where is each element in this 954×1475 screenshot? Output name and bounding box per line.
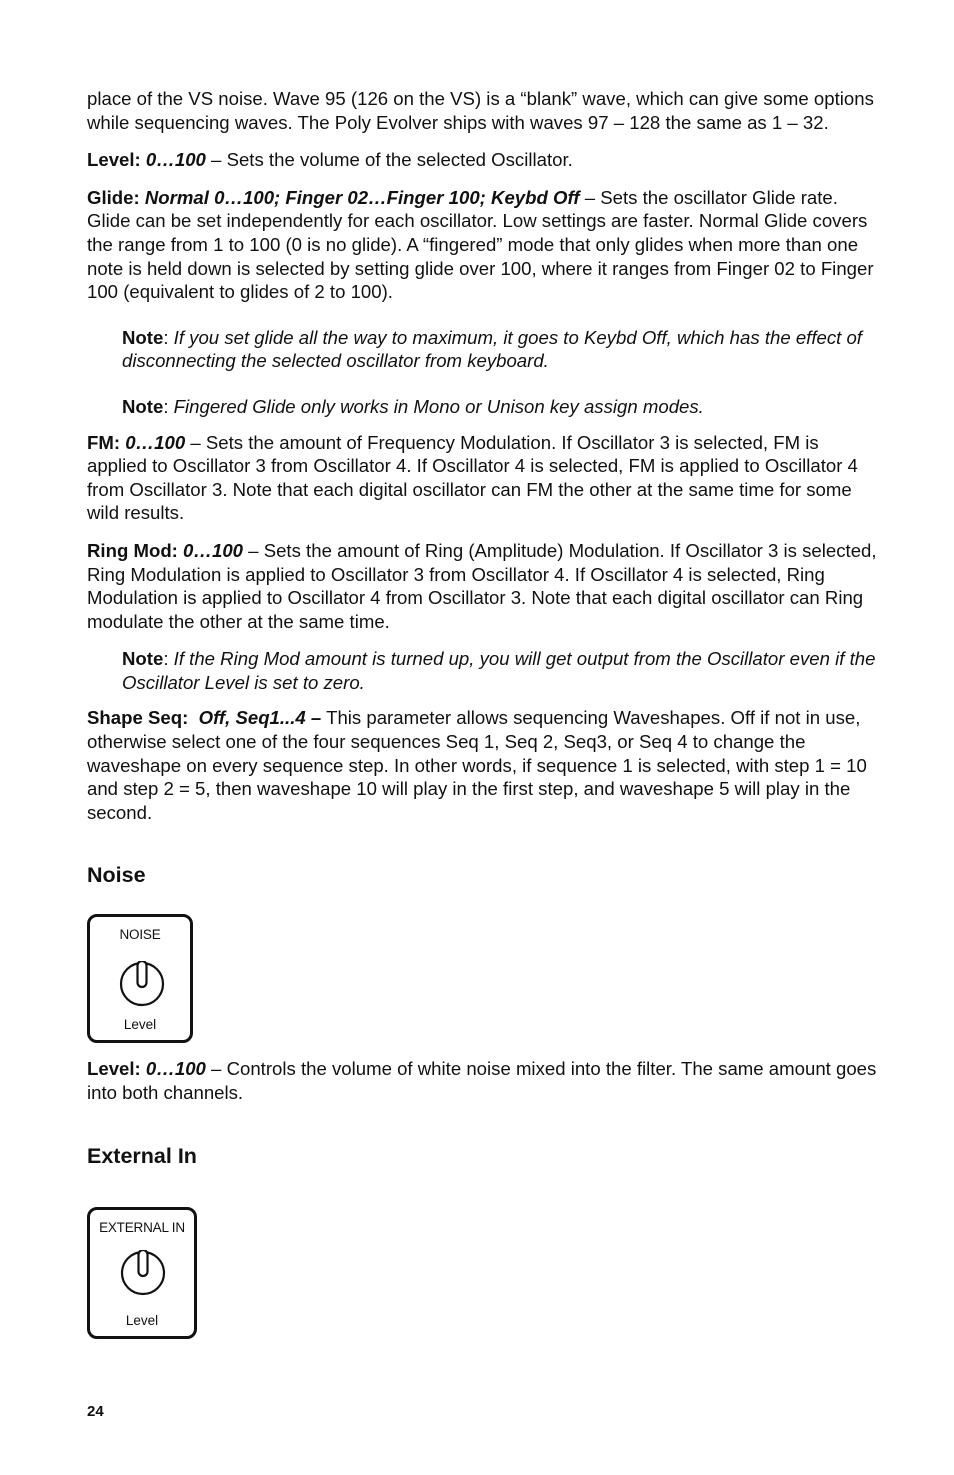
- shapeseq-range: Off, Seq1...4 –: [198, 707, 322, 729]
- page-content: [87, 87, 877, 1339]
- note-text: If you set glide all the way to maximum, it goes to Keybd Off, which has the effect of disconnecting the selected oscillator from keyboard.: [122, 326, 862, 372]
- noise-level-range: 0…100: [145, 1058, 206, 1080]
- note-fingered-glide: Note: Fingered Glide only works in Mono or Unison key assign modes.: [122, 395, 704, 417]
- noise-level-knob-icon[interactable]: [119, 961, 165, 1007]
- level-text: – Sets the volume of the selected Oscillator.: [205, 149, 573, 171]
- note-text: If the Ring Mod amount is turned up, you will get output from the Oscillator even if the Oscillator Level is set to zero.: [122, 648, 876, 693]
- external-in-level-knob-icon[interactable]: [120, 1250, 166, 1296]
- ringmod-paragraph: [87, 539, 877, 633]
- external-in-panel: [87, 1207, 197, 1339]
- noise-heading: Noise: [87, 863, 146, 888]
- level-range: 0…100: [145, 149, 206, 171]
- fm-range: 0…100: [125, 431, 186, 453]
- fm-label: FM:: [87, 431, 121, 453]
- noise-panel: [87, 914, 193, 1043]
- glide-text: – Sets the oscillator Glide rate. Glide can be set independently for each oscillator. Low settings are faster. Normal Glide covers the range from 1 to 100 (0 is no glide). A “fingered” mode that only glides when more than one note is held down is selected by setting glide over 100, where it ranges from Finger 02 to Finger 100 (equivalent to glides of 2 to 100).: [87, 186, 874, 303]
- note-label: Note: [122, 648, 164, 670]
- external-in-panel-label: Level: [125, 1312, 159, 1328]
- intro-paragraph: place of the VS noise. Wave 95 (126 on the VS) is a “blank” wave, which can give some options while sequencing waves. The Poly Evolver ships with waves 97 – 128 the same as 1 – 32.: [87, 88, 874, 133]
- noise-panel-label: Level: [123, 1017, 157, 1033]
- note-label: Note: [122, 395, 164, 417]
- noise-level-paragraph: [87, 1057, 877, 1104]
- level-label: Level:: [87, 149, 141, 171]
- shapeseq-label: Shape Seq:: [87, 707, 189, 729]
- note-glide-max: Note: If you set glide all the way to maximum, it goes to Keybd Off, which has the effect of disconnecting the selected oscillator from keyboard.: [122, 326, 862, 372]
- note-ringmod: Note: If the Ring Mod amount is turned up, you will get output from the Oscillator even if the Oscillator Level is set to zero.: [122, 648, 876, 693]
- ringmod-range: 0…100: [183, 539, 244, 561]
- note-label: Note: [122, 326, 164, 348]
- ringmod-text: – Sets the amount of Ring (Amplitude) Modulation. If Oscillator 3 is selected, Ring Modulation is applied to Oscillator 3 from Oscillator 4. If Oscillator 4 is selected, Ring Modulation is applied to Oscillator 4 from Oscillator 3. Note that each digital oscillator can Ring modulate the other at the same time.: [87, 539, 877, 632]
- ringmod-label: Ring Mod:: [87, 539, 178, 561]
- noise-level-text: – Controls the volume of white noise mixed into the filter. The same amount goes into both channels.: [87, 1058, 877, 1104]
- shapeseq-text: This parameter allows sequencing Waveshapes. Off if not in use, otherwise select one of the four sequences Seq 1, Seq 2, Seq3, or Seq 4 to change the waveshape on every sequence step. In other words, if sequence 1 is selected, with step 1 = 10 and step 2 = 5, then waveshape 10 will play in the first step, and waveshape 5 will play in the second.: [87, 707, 867, 823]
- glide-label: Glide:: [87, 186, 140, 208]
- external-in-panel-title: EXTERNAL IN: [99, 1219, 185, 1235]
- glide-paragraph: [87, 186, 877, 304]
- shapeseq-paragraph: [87, 706, 877, 824]
- glide-range: Normal 0…100; Finger 02…Finger 100; Keybd Off: [144, 186, 580, 208]
- page-number: 24: [87, 1403, 104, 1420]
- external-in-heading: External In: [87, 1143, 197, 1168]
- note-text: Fingered Glide only works in Mono or Unison key assign modes.: [173, 395, 704, 417]
- noise-level-label: Level:: [87, 1058, 141, 1080]
- level-paragraph: [87, 148, 877, 172]
- fm-text: – Sets the amount of Frequency Modulation. If Oscillator 3 is selected, FM is applied to Oscillator 3 from Oscillator 4. If Oscillator 4 is selected, FM is applied to Oscillator 4 from Oscillator 3. Note that each digital oscillator can FM the other at the same time for some wild results.: [87, 431, 858, 524]
- fm-paragraph: [87, 431, 877, 525]
- noise-panel-title: NOISE: [119, 927, 161, 943]
